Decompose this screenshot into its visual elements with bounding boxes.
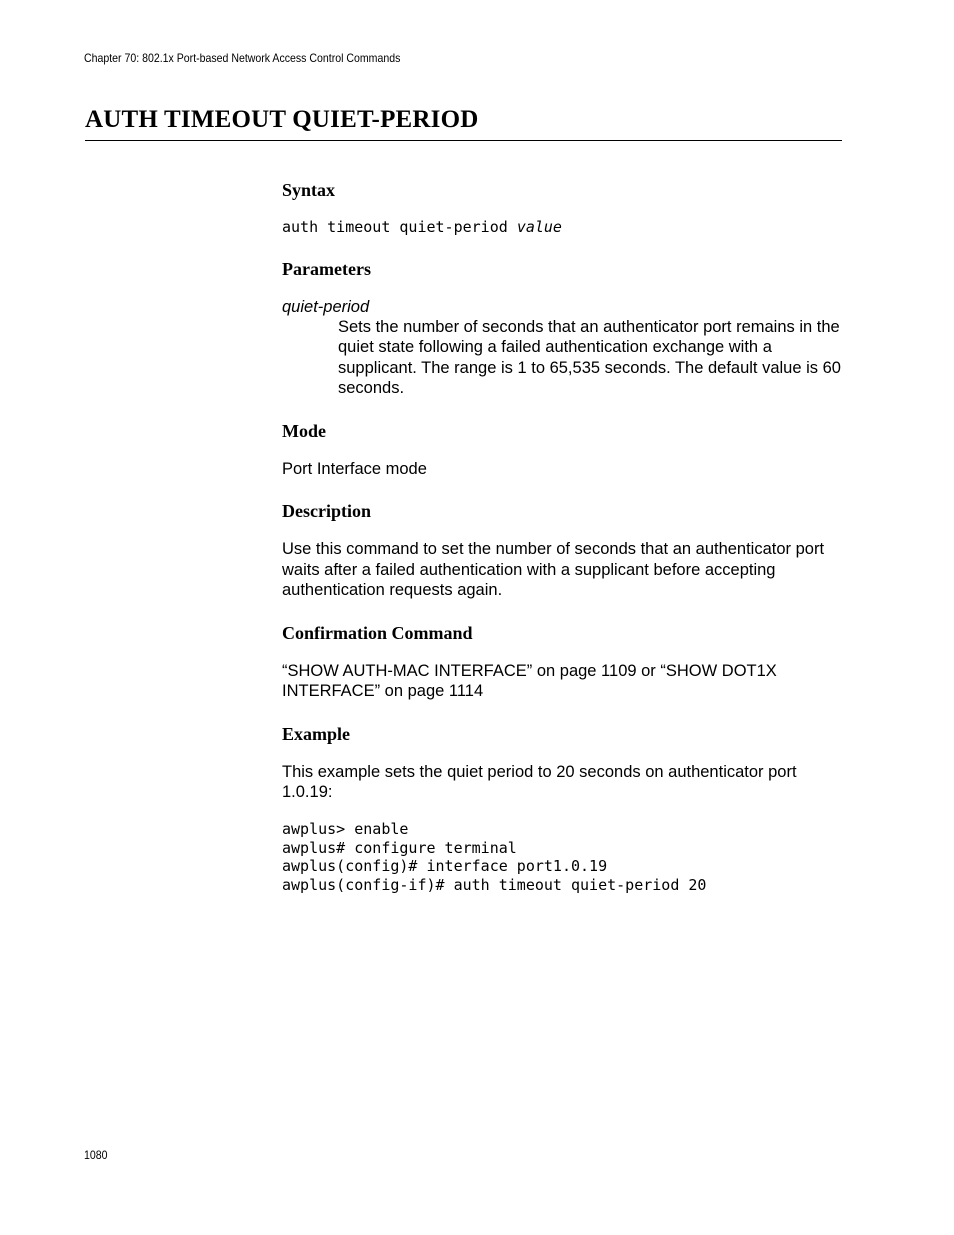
- syntax-command-text: auth timeout quiet-period: [282, 218, 517, 236]
- code-line: awplus> enable: [282, 819, 409, 838]
- page-number: 1080: [84, 1148, 108, 1162]
- parameter-name: quiet-period: [282, 297, 370, 316]
- code-line: awplus# configure terminal: [282, 838, 517, 857]
- parameter-description: Sets the number of seconds that an authenticator port remains in the quiet state following a failed authentication exchange with a supplicant. The range is 1 to 65,535 seconds. The default value is 60 seconds.: [338, 317, 841, 398]
- confirmation-text: “SHOW AUTH-MAC INTERFACE” on page 1109 or “SHOW DOT1X INTERFACE” on page 1114: [282, 661, 777, 701]
- page-title: AUTH TIMEOUT QUIET-PERIOD: [85, 106, 479, 133]
- example-code-block: [282, 820, 842, 895]
- confirmation-heading: Confirmation Command: [282, 622, 473, 643]
- code-line: awplus(config)# interface port1.0.19: [282, 857, 608, 876]
- syntax-heading: Syntax: [282, 180, 336, 200]
- syntax-command: [282, 218, 842, 237]
- mode-heading: Mode: [282, 420, 326, 441]
- running-header: Chapter 70: 802.1x Port-based Network Access Control Commands: [84, 51, 401, 65]
- code-line: awplus(config-if)# auth timeout quiet-period 20: [282, 876, 707, 895]
- title-rule: [85, 140, 842, 141]
- description-text: Use this command to set the number of seconds that an authenticator port waits after a failed authentication with a supplicant before accepting authentication requests again.: [282, 540, 825, 600]
- mode-text: Port Interface mode: [282, 459, 427, 478]
- content-body: [282, 180, 842, 895]
- description-heading: Description: [282, 501, 371, 522]
- example-heading: Example: [282, 723, 351, 744]
- parameters-heading: Parameters: [282, 258, 371, 279]
- example-text: This example sets the quiet period to 20 seconds on authenticator port 1.0.19:: [282, 762, 797, 802]
- syntax-argument: value: [516, 218, 562, 236]
